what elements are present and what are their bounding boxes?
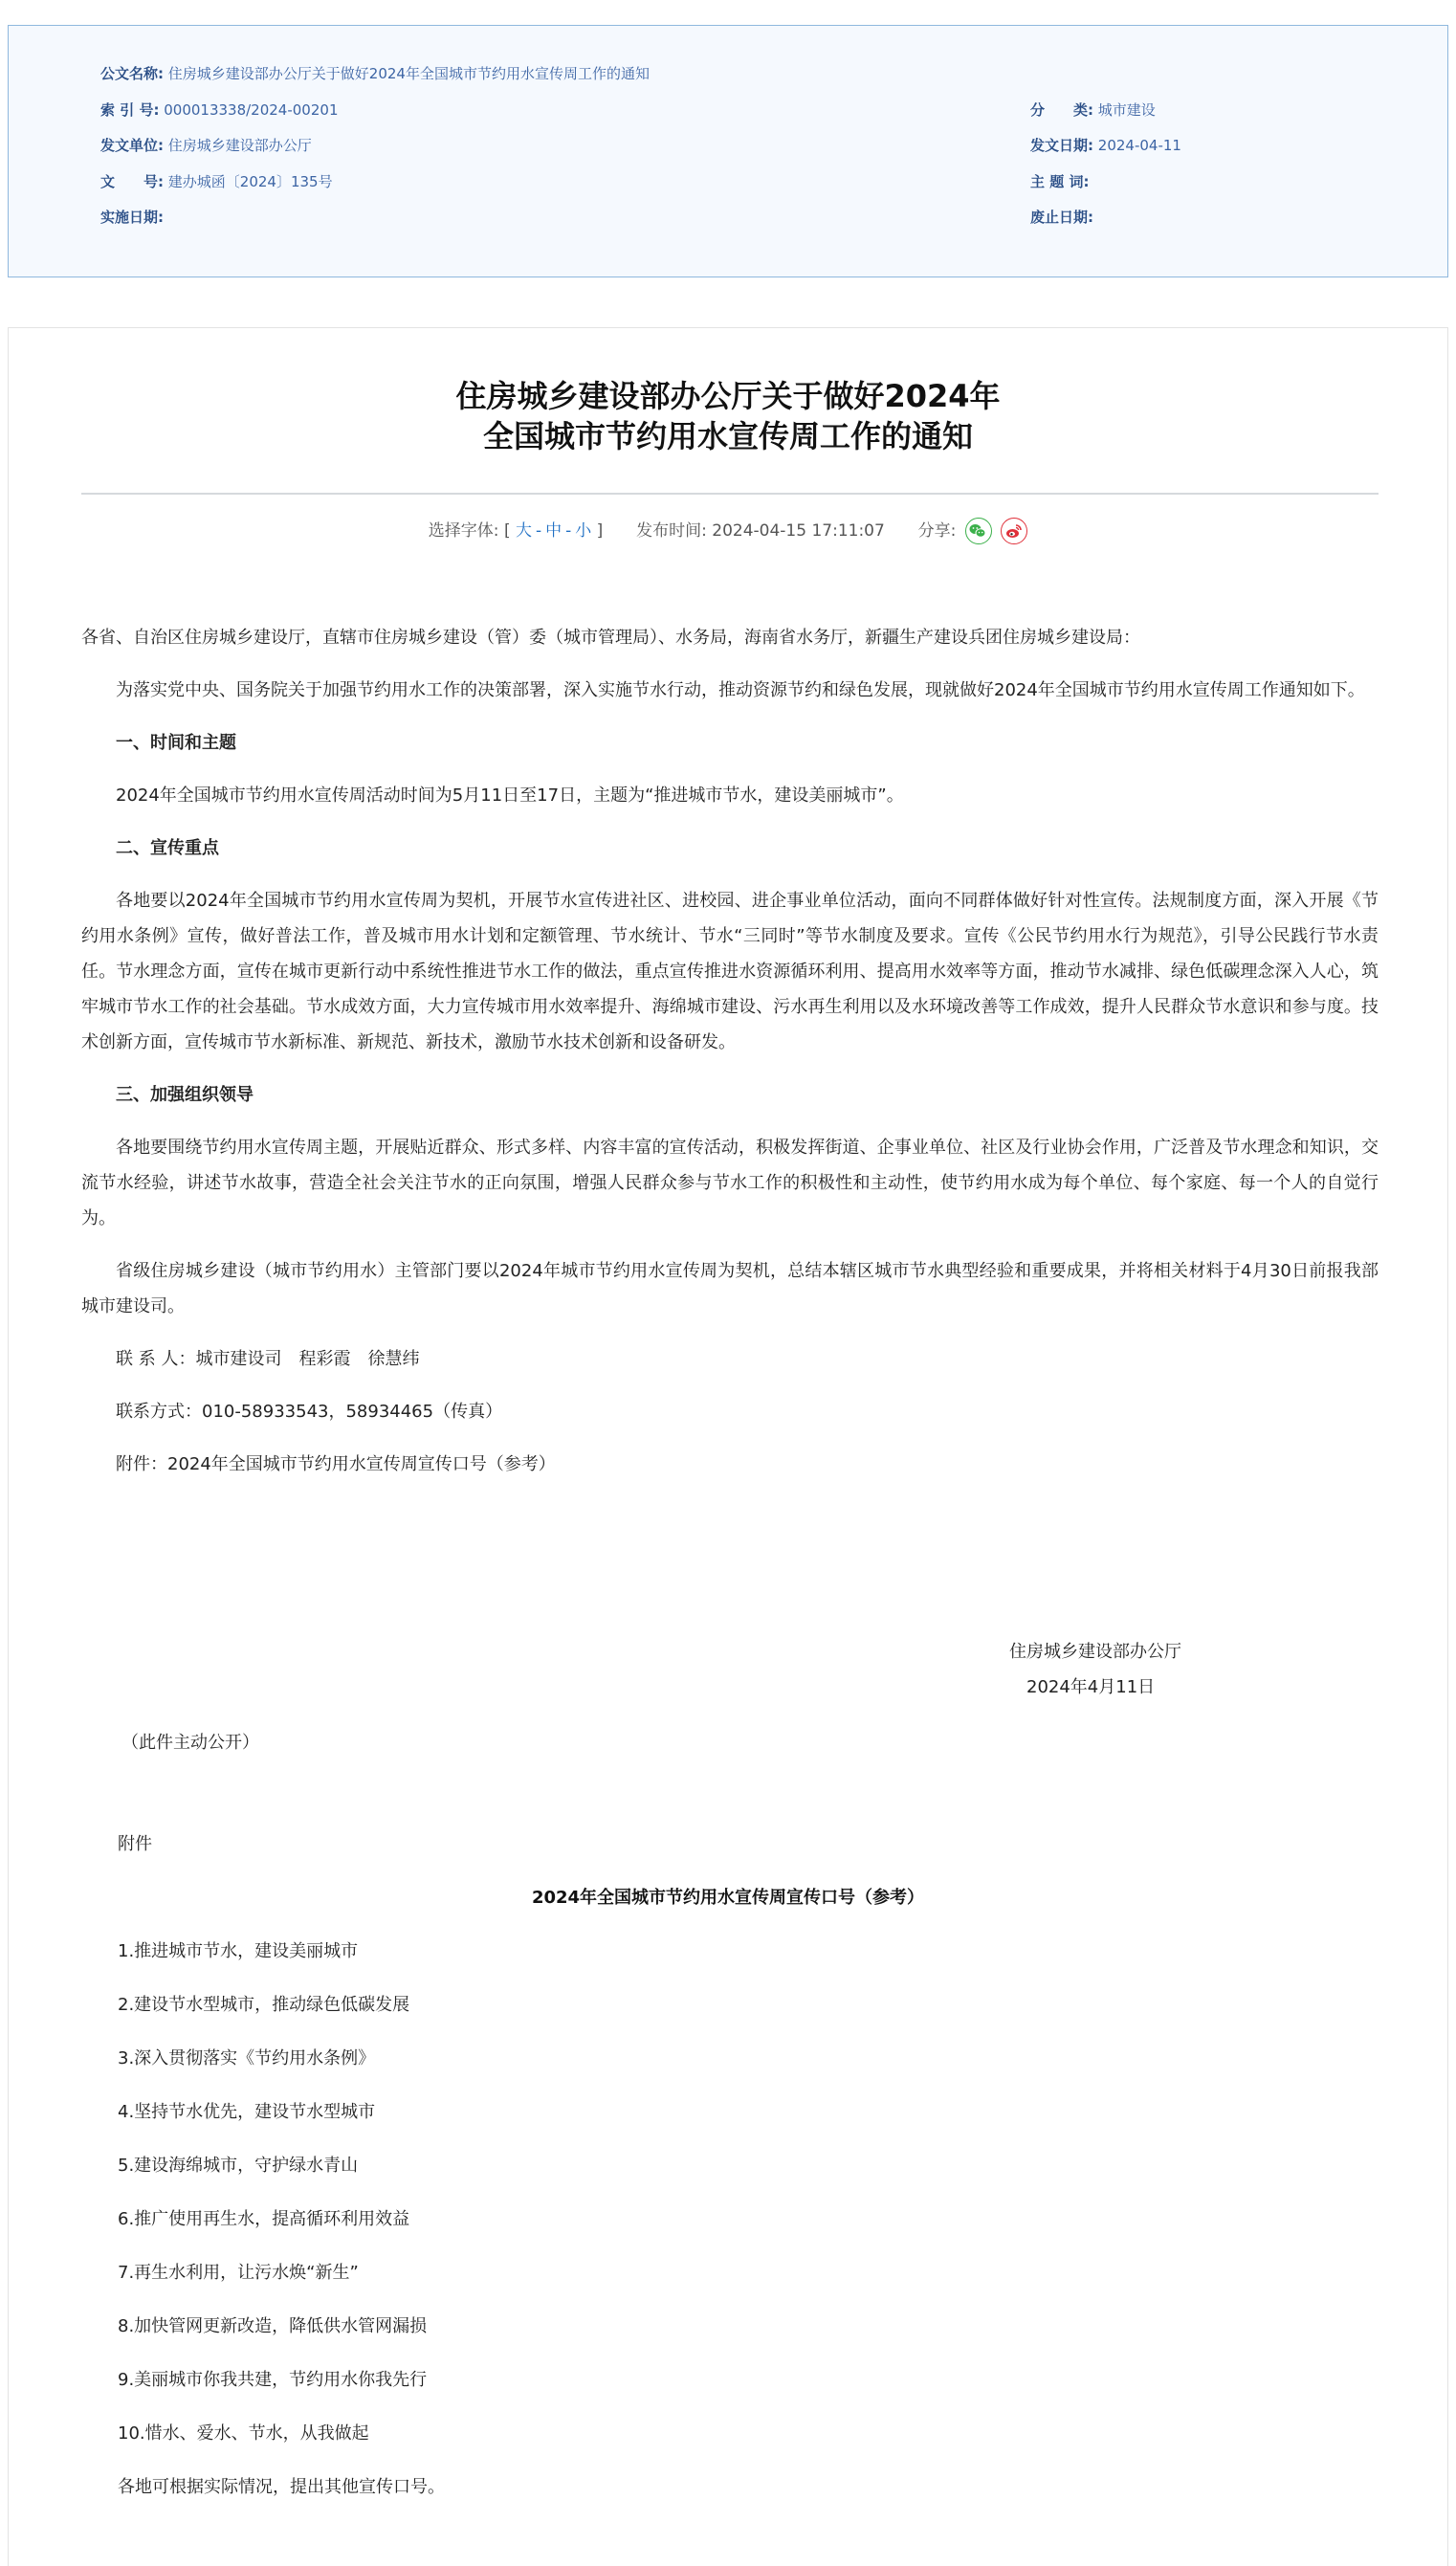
meta-doc-name-label: 公文名称: [100,65,164,82]
weibo-icon [1001,518,1027,544]
section-3-paragraph-1: 各地要围绕节约用水宣传周主题，开展贴近群众、形式多样、内容丰富的宣传活动，积极发挥街道、企事业单位、社区及行业协会作用，广泛普及节水理念和知识，交流节水经验，讲述节水故事，营造全社会关注节水的正向氛围，增强人民群众参与节水工作的积极性和主动性，使节约用水成为每个单位、每个家庭、每一个人的自觉行为。 [81,1138,1379,1228]
slogan-item: 8.加快管网更新改造，降低供水管网漏损 [118,2316,428,2336]
signature-org: 住房城乡建设部办公厅 [1009,1642,1181,1662]
slogan-item: 4.坚持节水优先，建设节水型城市 [118,2102,376,2122]
weibo-share-button[interactable] [1001,518,1027,544]
font-size-separator: - [565,521,572,541]
share-label: 分享: [917,521,957,541]
contact-person: 联 系 人：城市建设司 程彩霞 徐慧纬 [116,1349,420,1369]
font-size-label: 选择字体: [428,521,499,541]
intro-paragraph: 为落实党中央、国务院关于加强节约用水工作的决策部署，深入实施节水行动，推动资源节约和绿色发展，现就做好2024年全国城市节约用水宣传周工作通知如下。 [116,680,1365,700]
document-metadata-panel [8,25,1448,277]
font-size-medium-button[interactable]: 中 [545,521,563,541]
meta-issue-date-label: 发文日期: [1030,137,1093,154]
meta-effective-date [100,208,164,227]
attachment-label: 附件 [118,1834,152,1854]
slogan-item: 6.推广使用再生水，提高循环利用效益 [118,2209,410,2229]
meta-keywords-label: 主 题 词: [1030,173,1090,190]
section-2-paragraph: 各地要以2024年全国城市节约用水宣传周为契机，开展节水宣传进社区、进校园、进企事业单位活动，面向不同群体做好针对性宣传。法规制度方面，深入开展《节约用水条例》宣传，做好普法工作，普及城市用水计划和定额管理、节水统计、节水“三同时”等节水制度及要求。宣传《公民节约用水行为规范》，引导公民践行节水责任。节水理念方面，宣传在城市更新行动中系统性推进节水工作的做法，重点宣传推进水资源循环利用、提高用水效率等方面，推动节水减排、绿色低碳理念深入人心，筑牢城市节水工作的社会基础。节水成效方面，大力宣传城市用水效率提升、海绵城市建设、污水再生利用以及水环境改善等工作成效，提升人民群众节水意识和参与度。技术创新方面，宣传城市节水新标准、新规范、新技术，激励节水技术创新和设备研发。 [81,891,1379,1052]
article-toolbar [9,518,1447,544]
section-2-heading: 二、宣传重点 [116,838,219,858]
meta-keywords [1030,172,1089,191]
meta-doc-name [100,64,650,83]
meta-doc-number-label: 文 号: [100,173,164,190]
signature-date: 2024年4月11日 [1026,1677,1156,1697]
meta-issuer-label: 发文单位: [100,137,164,154]
font-bracket-open: [ [503,521,511,541]
wechat-icon [964,518,991,544]
article-body [81,620,1379,1482]
attachment-reference: 附件：2024年全国城市节约用水宣传周宣传口号（参考） [116,1454,556,1474]
meta-expire-date-label: 废止日期: [1030,209,1093,226]
meta-issuer-value: 住房城乡建设部办公厅 [167,137,312,154]
section-1-paragraph: 2024年全国城市节约用水宣传周活动时间为5月11日至17日，主题为“推进城市节水，建设美丽城市”。 [116,785,904,806]
slogan-item: 9.美丽城市你我共建，节约用水你我先行 [118,2370,428,2390]
slogan-item: 1.推进城市节水，建设美丽城市 [118,1941,359,1961]
meta-doc-number-value: 建办城函〔2024〕135号 [167,173,333,190]
title-line-1: 住房城乡建设部办公厅关于做好2024年 [455,378,1001,414]
contact-info: 联系方式：010-58933543，58934465（传真） [116,1402,503,1422]
meta-issuer [100,136,312,155]
meta-index [100,100,338,120]
font-size-small-button[interactable]: 小 [575,521,592,541]
meta-category-value: 城市建设 [1097,101,1156,119]
slogan-item: 7.再生水利用，让污水焕“新生” [118,2263,359,2283]
page-title [9,376,1447,456]
slogan-list [118,1934,445,2505]
meta-issue-date-value: 2024-04-11 [1097,137,1181,154]
publish-time-label: 发布时间: [636,521,707,541]
title-divider [81,493,1379,495]
meta-doc-name-value: 住房城乡建设部办公厅关于做好2024年全国城市节约用水宣传周工作的通知 [167,65,650,82]
article-container [8,327,1448,2566]
meta-category [1030,100,1156,120]
section-3-heading: 三、加强组织领导 [116,1085,254,1105]
publish-time-value: 2024-04-15 17:11:07 [712,521,885,541]
meta-expire-date [1030,208,1093,227]
closing-note: 各地可根据实际情况，提出其他宣传口号。 [118,2477,445,2497]
meta-effective-date-label: 实施日期: [100,209,164,226]
section-1-heading: 一、时间和主题 [116,733,236,753]
slogan-item: 10.惜水、爱水、节水，从我做起 [118,2423,369,2444]
meta-index-label: 索 引 号: [100,101,160,119]
attachment-title: 2024年全国城市节约用水宣传周宣传口号（参考） [531,1888,925,1908]
meta-doc-number [100,172,333,191]
section-3-paragraph-2: 省级住房城乡建设（城市节约用水）主管部门要以2024年城市节约用水宣传周为契机，总结本辖区城市节水典型经验和重要成果，并将相关材料于4月30日前报我部城市建设司。 [81,1261,1379,1316]
font-size-separator: - [535,521,542,541]
slogan-item: 3.深入贯彻落实《节约用水条例》 [118,2048,376,2068]
wechat-share-button[interactable] [965,518,992,544]
slogan-item: 2.建设节水型城市，推动绿色低碳发展 [118,1995,410,2015]
meta-category-label: 分 类: [1030,101,1093,119]
meta-issue-date [1030,136,1181,155]
addressee: 各省、自治区住房城乡建设厅，直辖市住房城乡建设（管）委（城市管理局）、水务局，海南省水务厅，新疆生产建设兵团住房城乡建设局： [81,628,1140,648]
font-size-large-button[interactable]: 大 [515,521,532,541]
title-line-2: 全国城市节约用水宣传周工作的通知 [482,418,973,454]
font-bracket-close: ] [596,521,604,541]
public-note: （此件主动公开） [121,1733,259,1753]
slogan-item: 5.建设海绵城市，守护绿水青山 [118,2156,359,2176]
meta-index-value: 000013338/2024-00201 [164,101,339,119]
